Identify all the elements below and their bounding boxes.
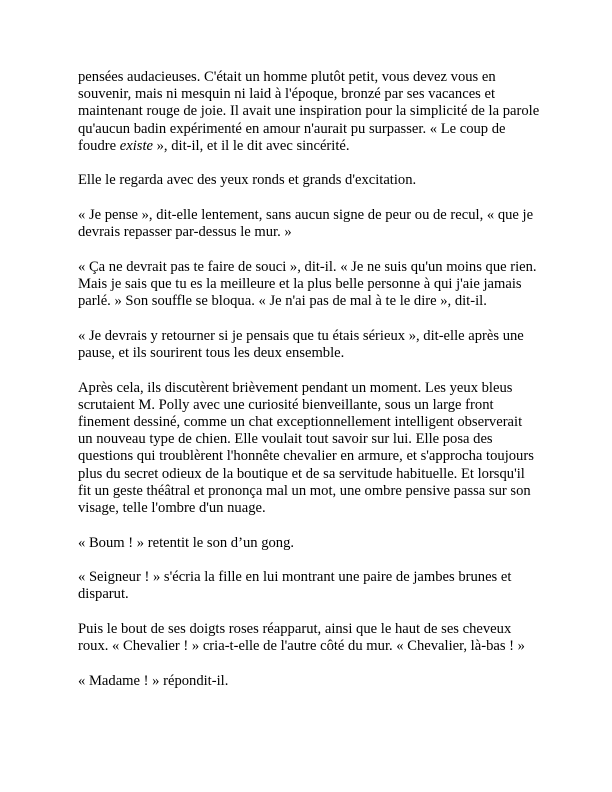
paragraph-9: Puis le bout de ses doigts roses réapparut, ainsi que le haut de ses cheveux roux. « Chevalier ! » cria-t-elle de l'autre côté du mur. « Chevalier, là-bas ! » (78, 621, 525, 655)
paragraph-4: « Ça ne devrait pas te faire de souci », dit-il. « Je ne suis qu'un moins que rien. Mais je sais que tu es la meilleure et la plus belle personne à qui j'aie jamais parlé. » Son souffle se bloqua. « Je n'ai pas de mal à te le dire », dit-il. (78, 258, 537, 310)
paragraph-7: « Boum ! » retentit le son d’un gong. (78, 534, 295, 551)
paragraph-6: Après cela, ils discutèrent brièvement pendant un moment. Les yeux bleus scrutaient M. Polly avec une curiosité bienveillante, sous un large front finement dessiné, comme un chat exceptionnellement intelligent observerait un nouveau type de chien. Elle voulait tout savoir sur lui. Elle posa des questions qui troublèrent l'honnête chevalier en armure, et s'approcha toujours plus du secret odieux de la boutique et de sa servitude habituelle. Et lorsqu'il fit un geste théâtral et prononça mal un mot, une ombre pensive passa sur son visage, telle l'ombre d'un nuage. (78, 379, 534, 517)
document-page (78, 69, 540, 690)
paragraph-8: « Seigneur ! » s'écria la fille en lui montrant une paire de jambes brunes et disparut. (78, 569, 512, 603)
paragraph-5: « Je devrais y retourner si je pensais que tu étais sérieux », dit-elle après une pause, et ils sourirent tous les deux ensemble. (78, 327, 524, 361)
paragraph-1-italic-word: existe (119, 137, 153, 154)
paragraph-1-text-start: pensées audacieuses. C'était un homme plutôt petit, vous devez vous en souvenir, mais ni mesquin ni laid à l'époque, bronzé par ses vacances et maintenant rouge de joie. Il avait une inspiration pour la simplicité de la parole qu'aucun badin expérimenté en amour n'aurait pu surpasser. « Le coup de foudre (78, 69, 540, 154)
paragraph-10: « Madame ! » répondit-il. (78, 672, 229, 689)
paragraph-1-text-end: », dit-il, et il le dit avec sincérité. (152, 137, 350, 154)
paragraph-2: Elle le regarda avec des yeux ronds et grands d'excitation. (78, 172, 417, 189)
paragraph-3: « Je pense », dit-elle lentement, sans aucun signe de peur ou de recul, « que je devrais repasser par-dessus le mur. » (78, 207, 534, 241)
paragraph-1 (78, 69, 540, 155)
